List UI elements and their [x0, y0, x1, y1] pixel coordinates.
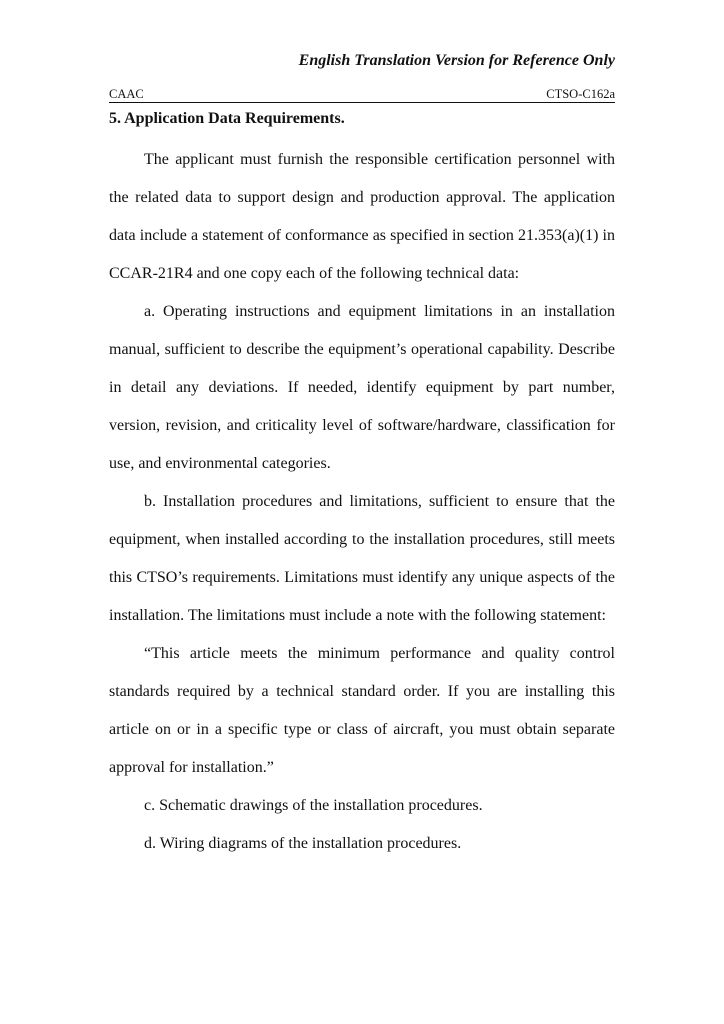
section-heading: 5. Application Data Requirements. — [109, 110, 345, 127]
paragraph-intro: The applicant must furnish the responsible certification personnel with the related data to support design and production approval. The application data include a statement of conformance as specified in section 21.353(a)(1) in CCAR-21R4 and one copy each of the following technical data: — [109, 151, 615, 282]
header-divider — [109, 102, 615, 103]
header-issuer: CAAC — [109, 87, 144, 101]
section-body — [109, 141, 615, 863]
header-document-id: CTSO-C162a — [546, 87, 615, 101]
translation-banner: English Translation Version for Reference Only — [298, 52, 615, 69]
paragraph-quote: “This article meets the minimum performance and quality control standards required by a technical standard order. If you are installing this article on or in a specific type or class of aircraft, you must obtain separate approval for installation.” — [109, 645, 615, 776]
paragraph-item-c: c. Schematic drawings of the installation procedures. — [144, 797, 483, 814]
paragraph-item-b: b. Installation procedures and limitations, sufficient to ensure that the equipment, when installed according to the installation procedures, still meets this CTSO’s requirements. Limitations must identify any unique aspects of the installation. The limitations must include a note with the following statement: — [109, 493, 615, 624]
paragraph-item-d: d. Wiring diagrams of the installation procedures. — [144, 835, 462, 852]
paragraph-item-a: a. Operating instructions and equipment limitations in an installation manual, sufficient to describe the equipment’s operational capability. Describe in detail any deviations. If needed, identify equipment by part number, version, revision, and criticality level of software/hardware, classification for use, and environmental categories. — [109, 303, 615, 472]
